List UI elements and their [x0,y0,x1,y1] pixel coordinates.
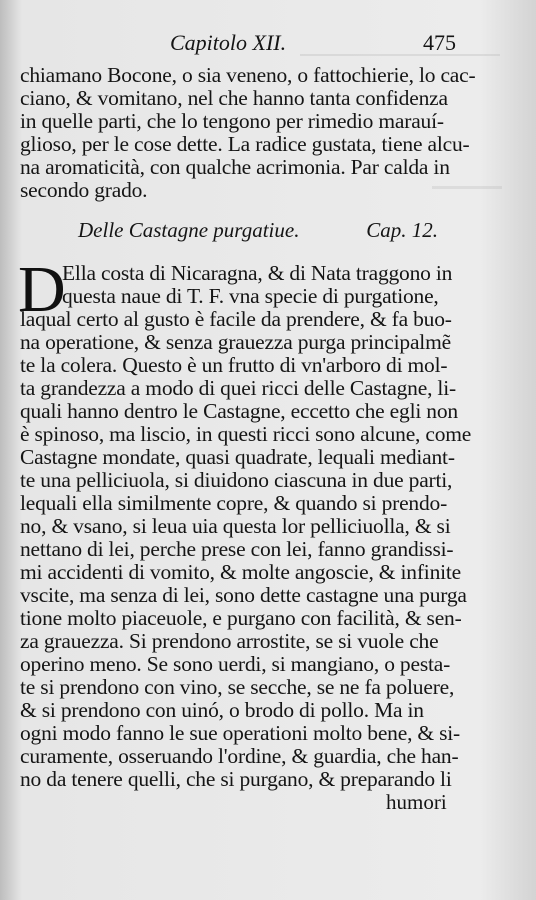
text-line: tione molto piaceuole, e purgano con facilità, & sen- [20,606,462,630]
text-line: na operatione, & senza grauezza purga principalmẽ [20,330,451,354]
text-line: no, & vsano, si leua uia questa lor pelliciuolla, & si [20,514,451,538]
text-line: te la colera. Questo è un frutto di vn'arboro di mol- [20,353,448,377]
text-line: in quelle parti, che lo tengono per rimedio marauí- [20,109,444,133]
text-line: è spinoso, ma liscio, in questi ricci sono alcune, come [20,422,472,446]
text-line: te una pelliciuola, si diuidono ciascuna in due parti, [20,468,453,492]
text-line: te si prendono con vino, se secche, se ne fa poluere, [20,675,455,699]
drop-cap: D [18,253,66,326]
text-line: secondo grado. [20,178,148,202]
text-line: no da tenere quelli, che si purgano, & preparando li [20,767,452,791]
text-line: Ella costa di Nicaragna, & di Nata traggono in [62,261,453,285]
text-line: za grauezza. Si prendono arrostite, se si vuole che [20,629,439,653]
text-line: quali hanno dentro le Castagne, eccetto che egli non [20,399,458,423]
show-through-mark [432,186,502,235]
text-line: mi accidenti di vomito, & molte angoscie, & infinite [20,560,462,584]
text-line: ogni modo fanno le sue operationi molto bene, & si- [20,721,461,745]
text-line: glioso, per le cose dette. La radice gustata, tiene alcu- [20,132,470,156]
section-heading [78,218,438,246]
section-title: Delle Castagne purgatiue. [78,218,300,242]
text-line: chiamano Bocone, o sia veneno, o fattochierie, lo cac- [20,63,476,87]
text-line: lequali ella similmente copre, & quando si prendo- [20,491,448,515]
text-line: operino meno. Se sono uerdi, si mangiano, o pesta- [20,652,451,676]
text-line: nettano di lei, perche prese con lei, fanno grandissi- [20,537,454,561]
text-line: & si prendono con uinó, o brodo di pollo. Ma in [20,698,424,722]
catchword: humori [386,790,447,814]
page-header [170,30,470,58]
page-number: 475 [423,30,456,55]
text-line: na aromaticità, con qualche acrimonia. Par calda in [20,155,450,179]
text-line: ta grandezza a modo di quei ricci delle Castagne, li- [20,376,456,400]
text-line: vscite, ma senza di lei, sono dette castagne una purga [20,583,467,607]
text-line: questa naue di T. F. vna specie di purgatione, [62,284,439,308]
chapter-number: Cap. 12. [366,218,438,242]
text-line: Castagne mondate, quasi quadrate, lequali mediant- [20,445,455,469]
running-title: Capitolo XII. [170,30,287,55]
text-line: laqual certo al gusto è facile da prendere, & fa buo- [20,307,452,331]
text-line: ciano, & vomitano, nel che hanno tanta confidenza [20,86,448,110]
text-line: curamente, osseruando l'ordine, & guardia, che han- [20,744,459,768]
